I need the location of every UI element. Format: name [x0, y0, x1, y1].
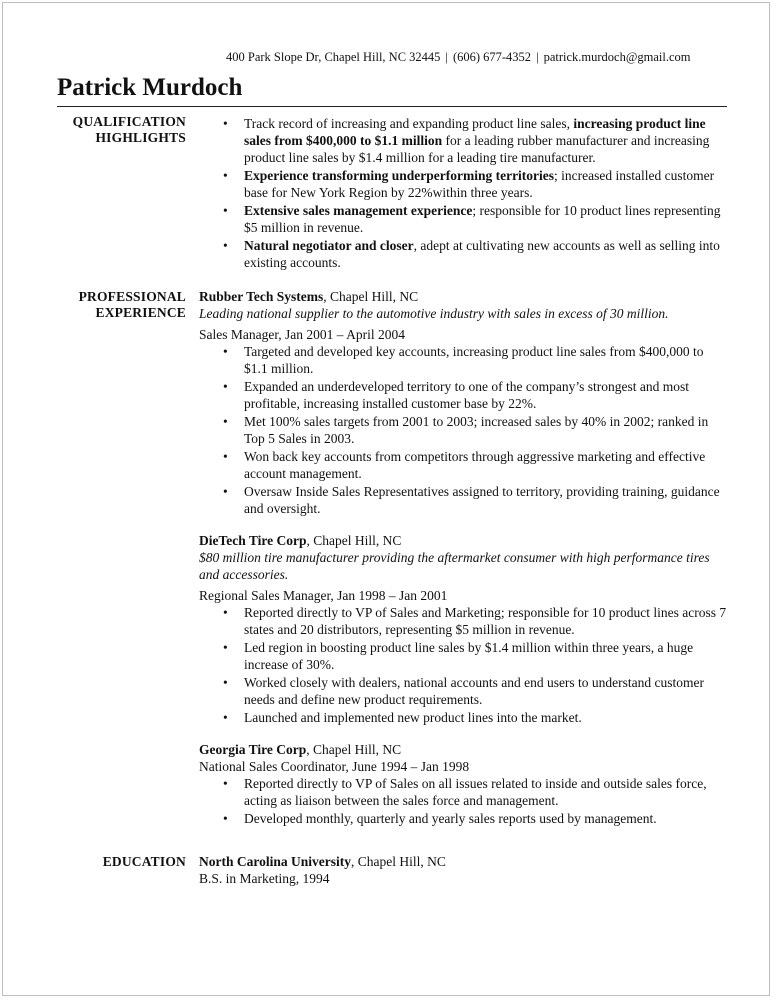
list-item [199, 167, 727, 201]
qualifications-list [199, 115, 727, 271]
list-item: • Launched and implemented new product lines into the market. [199, 709, 727, 726]
school-line [199, 853, 727, 870]
contact-email[interactable]: patrick.murdoch@gmail.com [543, 50, 691, 64]
item-text: Track record of increasing and expanding product line sales, [244, 116, 574, 131]
contact-line [226, 50, 746, 65]
company-line [199, 532, 727, 549]
item-bold: Experience transforming underperforming territories [244, 168, 555, 183]
list-item: • Met 100% sales targets from 2001 to 2003; increased sales by 40% in 2002; ranked in Top 5 Sales in 2003. [199, 413, 727, 447]
school-location: , Chapel Hill, NC [351, 854, 446, 869]
section-label-experience [40, 289, 186, 321]
company-name: Rubber Tech Systems [199, 289, 324, 304]
list-item: • Reported directly to VP of Sales and Marketing; responsible for 10 product lines across 7 states and 20 distributors, representing $5 million in revenue. [199, 604, 727, 638]
header-rule [57, 106, 727, 107]
education-content [199, 853, 727, 887]
resume-name: Patrick Murdoch [57, 74, 243, 101]
job-role: Regional Sales Manager, Jan 1998 – Jan 2001 [199, 588, 448, 603]
section-label-line: EXPERIENCE [95, 305, 186, 320]
list-item [199, 237, 727, 271]
experience-content [199, 288, 727, 842]
list-item: • Oversaw Inside Sales Representatives assigned to territory, providing training, guidance and oversight. [199, 483, 727, 517]
school-name: North Carolina University [199, 854, 351, 869]
company-name: DieTech Tire Corp [199, 533, 307, 548]
degree: B.S. in Marketing, 1994 [199, 871, 330, 886]
list-item: • Targeted and developed key accounts, increasing product line sales from $400,000 to $1.1 million. [199, 343, 727, 377]
company-line [199, 741, 727, 758]
qualifications-content [199, 115, 727, 272]
job-bullets [199, 343, 727, 517]
company-line [199, 288, 727, 305]
section-label-line: PROFESSIONAL [78, 289, 186, 304]
list-item: • Expanded an underdeveloped territory to one of the company’s strongest and most profitable, increasing installed customer base by 22%. [199, 378, 727, 412]
item-bold: Natural negotiator and closer [244, 238, 414, 253]
company-tagline: Leading national supplier to the automotive industry with sales in excess of 30 million. [199, 306, 669, 321]
item-text: for a leading rubber manufacturer and increasing product line sales by $1.4 million for a leading tire manufacturer. [244, 133, 710, 165]
job-role: National Sales Coordinator, June 1994 – Jan 1998 [199, 759, 470, 774]
contact-separator: | [445, 50, 448, 64]
company-location: , Chapel Hill, NC [306, 742, 402, 757]
list-item: • Worked closely with dealers, national accounts and end users to understand customer needs and define new product requirements. [199, 674, 727, 708]
list-item [199, 115, 727, 166]
job-rubber-tech [199, 288, 727, 517]
item-text: ; increased installed customer base for New York Region by 22%within three years. [244, 168, 715, 200]
job-role: Sales Manager, Jan 2001 – April 2004 [199, 327, 406, 342]
list-item: • Developed monthly, quarterly and yearly sales reports used by management. [199, 810, 727, 827]
section-label-line: QUALIFICATION [72, 114, 186, 129]
item-text: ; responsible for 10 product lines representing $5 million in revenue. [244, 203, 721, 235]
job-bullets [199, 775, 727, 827]
list-item: • Reported directly to VP of Sales on all issues related to inside and outside sales force, acting as liaison between the sales force and management. [199, 775, 727, 809]
section-label-qualifications [40, 114, 186, 146]
item-bold: Extensive sales management experience [244, 203, 473, 218]
company-location: , Chapel Hill, NC [323, 289, 419, 304]
job-dietech [199, 532, 727, 726]
job-georgia-tire [199, 741, 727, 827]
section-label-line: HIGHLIGHTS [95, 130, 186, 145]
company-location: , Chapel Hill, NC [306, 533, 402, 548]
section-label-education: EDUCATION [102, 854, 186, 869]
list-item [199, 202, 727, 236]
company-tagline: $80 million tire manufacturer providing the aftermarket consumer with high performance tires and accessories. [199, 550, 710, 582]
company-name: Georgia Tire Corp [199, 742, 307, 757]
item-bold: increasing product line sales from $400,000 to $1.1 million [244, 116, 706, 148]
list-item: • Led region in boosting product line sales by $1.4 million within three years, a huge increase of 30%. [199, 639, 727, 673]
contact-separator: | [536, 50, 539, 64]
item-text: , adept at cultivating new accounts as well as selling into existing accounts. [244, 238, 720, 270]
job-bullets [199, 604, 727, 726]
list-item: • Won back key accounts from competitors through aggressive marketing and effective account management. [199, 448, 727, 482]
contact-phone: (606) 677-4352 [452, 50, 532, 64]
contact-address: 400 Park Slope Dr, Chapel Hill, NC 32445 [226, 50, 441, 64]
